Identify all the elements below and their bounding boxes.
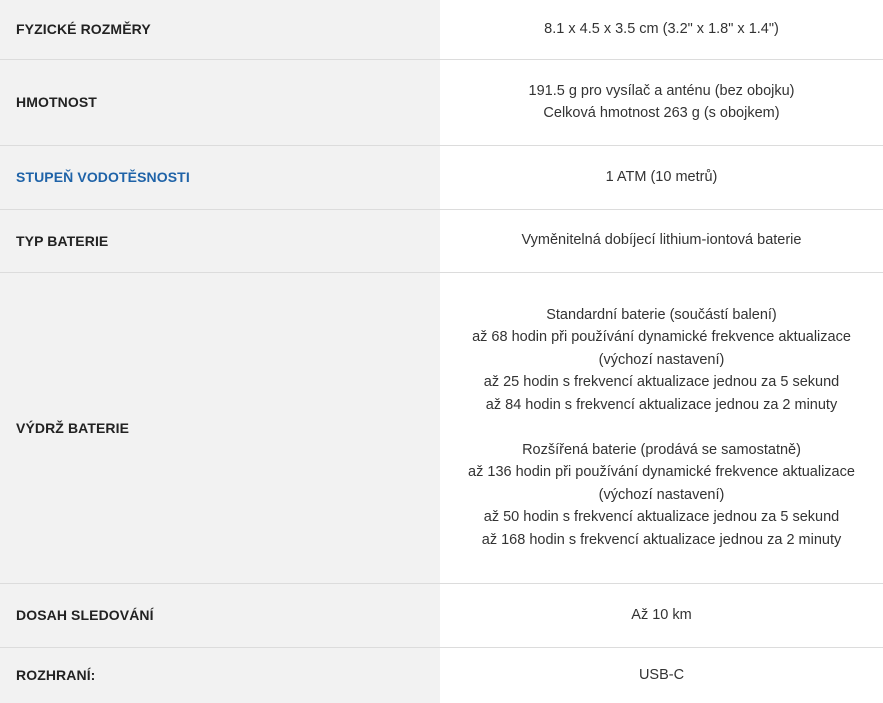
spec-value-dimensions [440, 0, 883, 59]
spec-value-line: Rozšířená baterie (prodává se samostatně) [522, 441, 801, 458]
spec-label-battery-type: TYP BATERIE [0, 209, 440, 272]
spec-value-line: Standardní baterie (součástí balení) [546, 306, 777, 323]
spec-row-interface [0, 647, 883, 703]
spec-label-water-rating-link[interactable]: STUPEŇ VODOTĚSNOSTI [0, 145, 440, 209]
spec-value-battery-life [440, 272, 883, 583]
spec-value-line: až 136 hodin při používání dynamické frekvence aktualizace [468, 464, 855, 481]
spec-value-line: až 84 hodin s frekvencí aktualizace jednou za 2 minuty [485, 396, 838, 413]
spec-value-line: až 168 hodin s frekvencí aktualizace jednou za 2 minuty [481, 531, 842, 548]
spec-label-battery-life: VÝDRŽ BATERIE [0, 272, 440, 583]
spec-value-line: 8.1 x 4.5 x 3.5 cm (3.2" x 1.8" x 1.4") [544, 21, 779, 37]
spec-value-line: až 68 hodin při používání dynamické frekvence aktualizace [472, 329, 851, 346]
spec-label-interface: ROZHRANÍ: [0, 647, 440, 703]
spec-value-line: Celková hmotnost 263 g (s obojkem) [543, 105, 780, 121]
spec-row-weight [0, 59, 883, 145]
spec-row-water-rating [0, 145, 883, 209]
spec-row-tracking-range [0, 583, 883, 647]
spec-value-line: 1 ATM (10 metrů) [605, 168, 718, 185]
spec-value-line: (výchozí nastavení) [598, 486, 725, 503]
spec-value-line: až 25 hodin s frekvencí aktualizace jednou za 5 sekund [483, 374, 840, 391]
spec-label-dimensions: FYZICKÉ ROZMĚRY [0, 0, 440, 59]
spec-value-line: 191.5 g pro vysílač a anténu (bez obojku) [528, 82, 795, 99]
spec-label-weight: HMOTNOST [0, 59, 440, 145]
spec-value-line: USB-C [638, 667, 685, 683]
spec-row-battery-type [0, 209, 883, 272]
spec-value-line: Až 10 km [631, 606, 692, 623]
spec-row-dimensions [0, 0, 883, 59]
spec-label-tracking-range: DOSAH SLEDOVÁNÍ [0, 583, 440, 647]
spec-value-battery-type [440, 209, 883, 272]
spec-value-line: Vyměnitelná dobíjecí lithium-iontová baterie [521, 232, 802, 249]
spec-value-line: až 50 hodin s frekvencí aktualizace jednou za 5 sekund [483, 509, 840, 526]
spec-value-tracking-range [440, 583, 883, 647]
spec-row-battery-life [0, 272, 883, 583]
spec-value-weight [440, 59, 883, 145]
spec-value-water-rating [440, 145, 883, 209]
spec-value-interface [440, 647, 883, 703]
spec-value-spacer [440, 416, 883, 439]
spec-value-line: (výchozí nastavení) [598, 351, 725, 368]
